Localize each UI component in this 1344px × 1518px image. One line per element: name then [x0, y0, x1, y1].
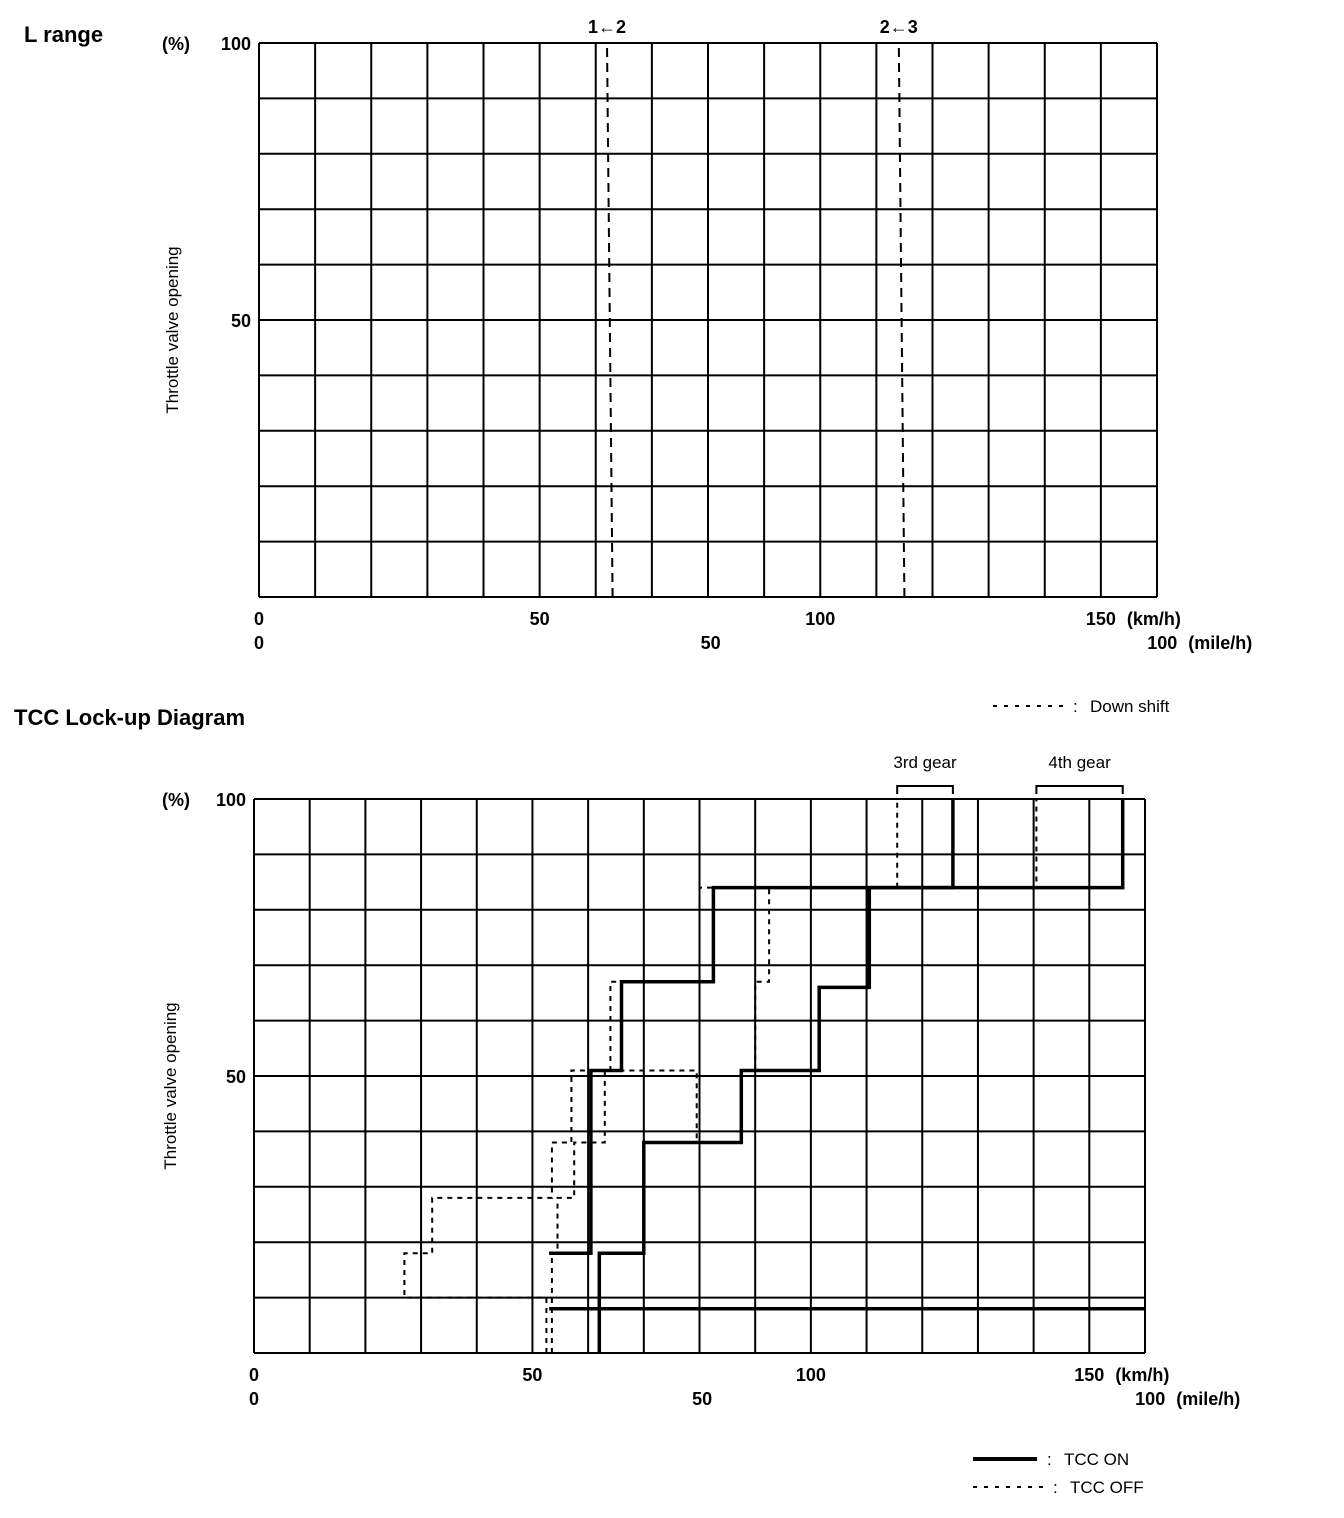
x-tick-mph-label: 100 [1135, 1389, 1166, 1409]
shift-line-label: 2←3 [879, 17, 918, 37]
x-tick-mph-label: 0 [253, 633, 265, 653]
shift-line-label: 1←2 [587, 17, 626, 37]
x-unit-kmh: (km/h) [1126, 609, 1181, 629]
y-axis-title: Throttle valve opening [161, 1002, 180, 1170]
gear-bracket [1036, 786, 1122, 794]
y-tick-label: 50 [225, 1067, 246, 1087]
tcc-grid [254, 799, 1145, 1353]
y-axis-title: Throttle valve opening [163, 246, 182, 414]
tcc-labels [161, 753, 1240, 1409]
gear-bracket [897, 786, 953, 794]
x-unit-kmh: (km/h) [1115, 1365, 1170, 1385]
gear-bracket-label: 4th gear [1048, 753, 1111, 772]
gear-bracket-label: 3rd gear [893, 753, 957, 772]
x-tick-kmh-label: 50 [529, 609, 550, 629]
tcc-title: TCC Lock-up Diagram [14, 705, 246, 730]
y-unit-label: (%) [162, 34, 190, 54]
y-tick-label: 100 [220, 34, 251, 54]
x-tick-mph-label: 50 [700, 633, 721, 653]
legend-colon: : [1047, 1450, 1052, 1469]
x-tick-mph-label: 50 [692, 1389, 713, 1409]
y-tick-label: 100 [215, 790, 246, 810]
y-tick-label: 50 [230, 311, 251, 331]
x-tick-kmh-label: 0 [248, 1365, 260, 1385]
legend-label: TCC ON [1064, 1450, 1130, 1469]
l-range-chart [24, 17, 1252, 653]
x-tick-kmh-label: 150 [1085, 609, 1116, 629]
y-unit-label: (%) [162, 790, 190, 810]
tcc-lockup-chart [14, 697, 1240, 1497]
x-tick-kmh-label: 100 [805, 609, 836, 629]
x-tick-mph-label: 100 [1147, 633, 1178, 653]
legend-label: Down shift [1090, 697, 1170, 716]
x-unit-mph: (mile/h) [1188, 633, 1253, 653]
x-tick-kmh-label: 50 [522, 1365, 543, 1385]
legend-colon: : [1053, 1478, 1058, 1497]
x-unit-mph: (mile/h) [1176, 1389, 1241, 1409]
legend-label: TCC OFF [1070, 1478, 1144, 1497]
l-range-title: L range [24, 22, 104, 47]
legend-colon: : [1073, 697, 1078, 716]
x-tick-kmh-label: 0 [253, 609, 265, 629]
l-range-grid [259, 43, 1157, 597]
x-tick-kmh-label: 150 [1074, 1365, 1105, 1385]
x-tick-mph-label: 0 [248, 1389, 260, 1409]
x-tick-kmh-label: 100 [795, 1365, 826, 1385]
